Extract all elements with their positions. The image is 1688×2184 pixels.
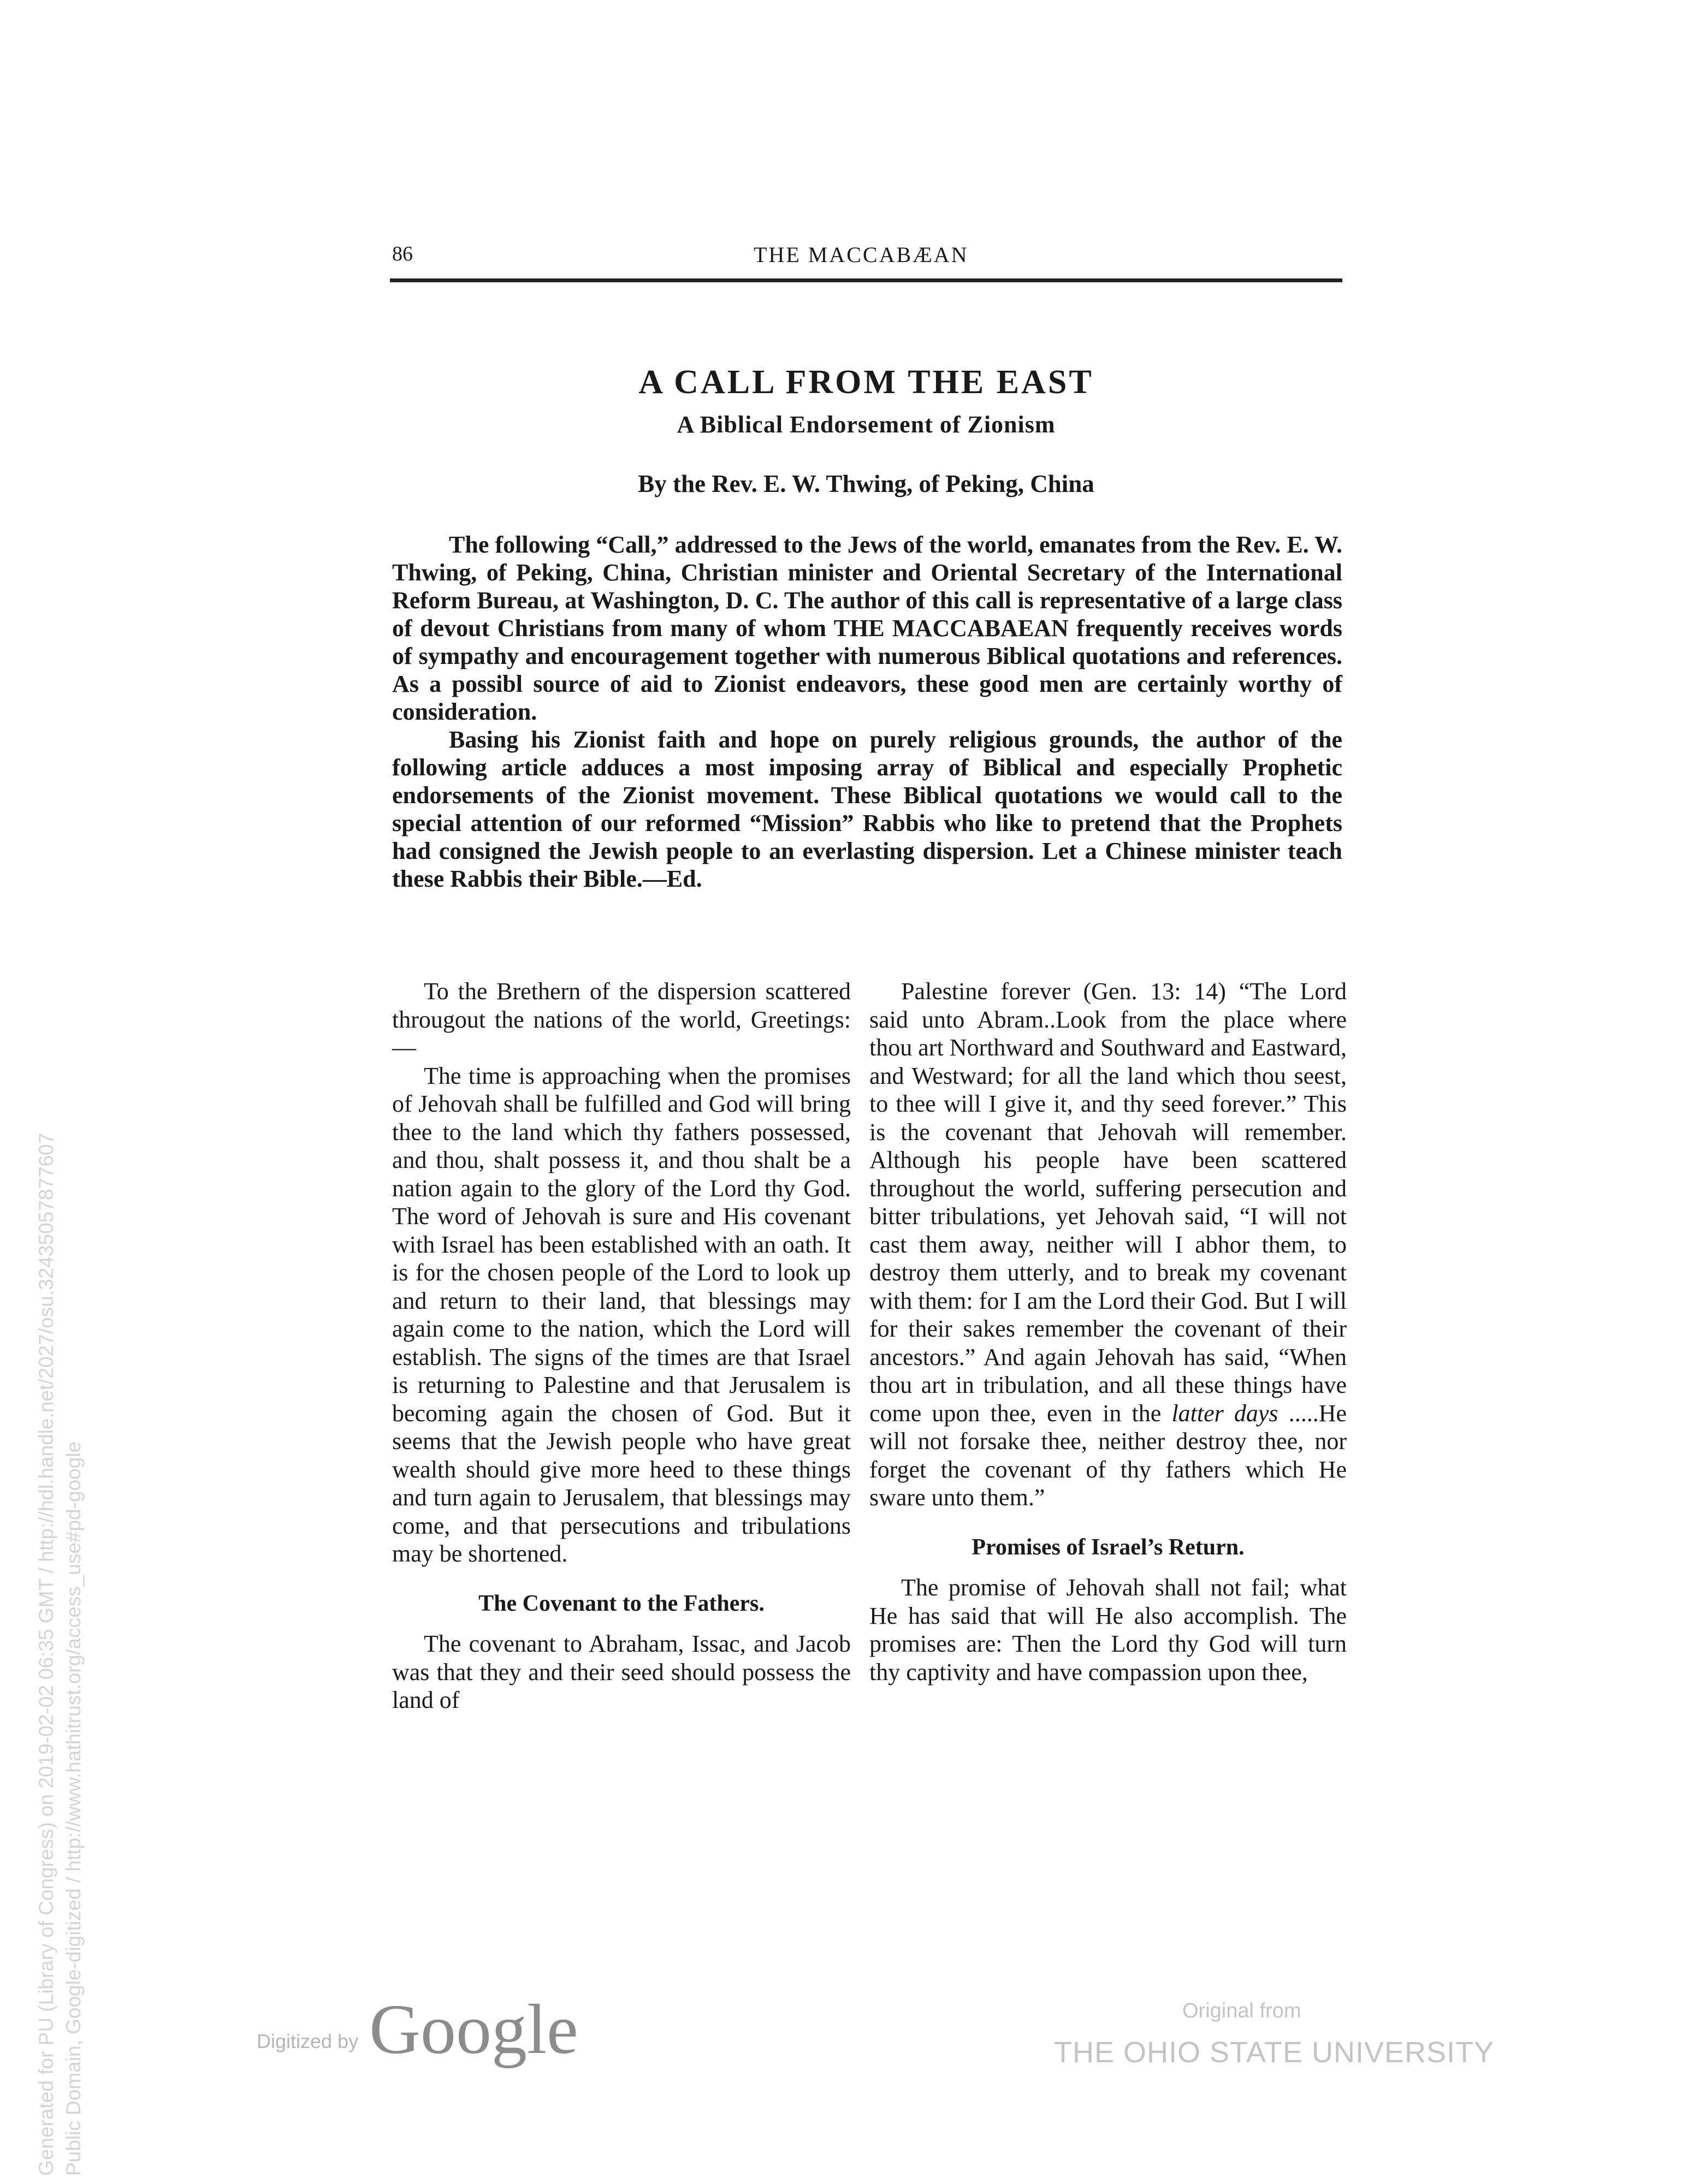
- article-byline: By the Rev. E. W. Thwing, of Peking, China: [638, 470, 1094, 497]
- institution-name: THE OHIO STATE UNIVERSITY: [1054, 2036, 1495, 2069]
- editor-note-paragraph: The following “Call,” addressed to the Jews of the world, emanates from the Rev. E. W. Thwing, of Peking, China, Christian minister and Oriental Secretary of the International Reform Bureau, at Washington, D. C. The author of this call is representative of a large class of devout Christians from many of whom THE MACCABAEAN frequently receives words of sympathy and encouragement together with numerous Biblical quotations and references. As a possibl source of aid to Zionist endeavors, these good men are certainly worthy of consideration.: [392, 531, 1342, 725]
- left-column: [392, 977, 851, 1714]
- watermark-line: Generated for PU (Library of Congress) on 2019-02-02 06:35 GMT / http://hdl.handle.net/2027/osu.32435057877607: [35, 1132, 57, 2176]
- body-paragraph: The promise of Jehovah shall not fail; what He has said that will He also accomplish. The promises are: Then the Lord thy God will turn thy captivity and have compassion upon thee,: [869, 1574, 1347, 1686]
- google-logo: Google: [369, 1990, 578, 2069]
- editor-note-paragraph: Basing his Zionist faith and hope on purely religious grounds, the author of the following article adduces a most imposing array of Biblical and especially Prophetic endorsements of the Zionist movement. These Biblical quotations we would call to the special attention of our reformed “Mission” Rabbis who like to pretend that the Prophets had consigned the Jewish people to an everlasting dispersion. Let a Chinese minister teach these Rabbis their Bible.—Ed.: [392, 726, 1342, 892]
- body-paragraph: The time is approaching when the promises of Jehovah shall be fulfilled and God will bring thee to the land which thy fathers possessed, and thou, shalt possess it, and thou shalt be a nation again to the glory of the Lord thy God. The word of Jehovah is sure and His covenant with Israel has been established with an oath. It is for the chosen people of the Lord to look up and return to their land, that blessings may again come to the nation, which the Lord will establish. The signs of the times are that Israel is returning to Palestine and that Jerusalem is becoming again the chosen of God. But it seems that the Jewish people who have great wealth should give more heed to these things and turn again to Jerusalem, that blessings may come, and that persecutions and tribulations may be shortened.: [392, 1062, 851, 1567]
- section-heading: Promises of Israel’s Return.: [972, 1534, 1245, 1560]
- access-watermark: [33, 745, 87, 2176]
- italic-text: latter days: [1171, 1399, 1278, 1427]
- body-text: Palestine forever (Gen. 13: 14) “The Lord said unto Abram..Look from the place where thou art Northward and Southward and Eastward, and Westward; for all the land which thou seest, to thee will I give it, and thy seed forever.” This is the covenant that Jehovah will remember. Although his people have been scattered throughout the world, suffering persecution and bitter tribulations, yet Jehovah said, “I will not cast them away, neither will I abhor them, to destroy them utterly, and to break my covenant with them: for I am the Lord their God. But I will for their sakes remember the covenant of their ancestors.” And again Jehovah has said, “When thou art in tribulation, and all these things have come upon thee, even in the: [869, 978, 1347, 1427]
- body-paragraph: The covenant to Abraham, Issac, and Jacob was that they and their seed should possess the land of: [392, 1630, 851, 1713]
- right-column: [869, 977, 1347, 1686]
- digitized-by-google: [257, 1990, 578, 2069]
- greeting-paragraph: To the Brethern of the dispersion scattered througout the nations of the world, Greetings:—: [392, 978, 851, 1061]
- body-text: .....He will not forsake thee, neither destroy thee, nor forget the covenant of thy fathers which He sware unto them.”: [869, 1399, 1347, 1511]
- running-title: THE MACCABÆAN: [754, 242, 969, 267]
- page-number: 86: [392, 242, 413, 265]
- header-rule: [390, 278, 1342, 282]
- article-subtitle: A Biblical Endorsement of Zionism: [677, 411, 1056, 438]
- body-paragraph: [869, 977, 1347, 1512]
- article-title: A CALL FROM THE EAST: [638, 364, 1094, 401]
- digitized-by-label: Digitized by: [257, 2030, 359, 2052]
- editor-note: [392, 531, 1342, 893]
- watermark-line: Public Domain, Google-digitized / http://www.hathitrust.org/access_use#pd-google: [62, 1441, 85, 2176]
- section-heading: The Covenant to the Fathers.: [478, 1590, 765, 1616]
- original-from-label: Original from: [1182, 1999, 1301, 2022]
